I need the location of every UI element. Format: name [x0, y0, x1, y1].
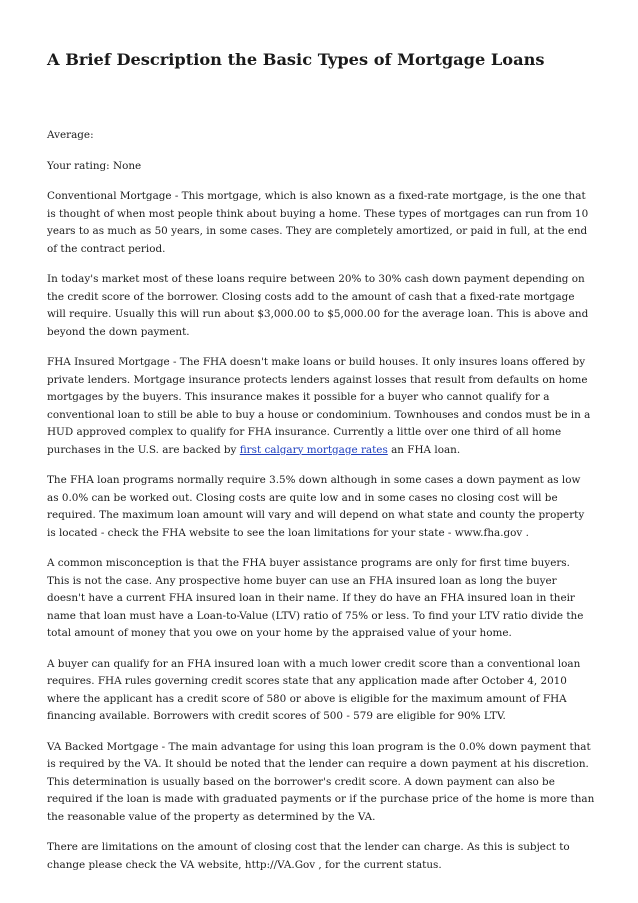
mortgage-rates-link[interactable]: first calgary mortgage rates	[239, 443, 388, 456]
user-rating-label: Your rating: None	[47, 159, 142, 172]
paragraph-va-backed-mortgage: VA Backed Mortgage - The main advantage for using this loan program is the 0.0% down payment that is required by the VA. It should be noted that the lender can require a down payment at his discretion. This determination is usually based on the borrower's credit score. A down payment can also be required if the loan is made with graduated payments or if the purchase price of the home is more than the reasonable value of the property as determined by the VA.	[47, 740, 595, 823]
fha-text-after-link: an FHA loan.	[387, 443, 461, 456]
average-rating-label: Average:	[47, 129, 94, 141]
article-body	[47, 127, 595, 887]
fha-text-before-link: FHA Insured Mortgage - The FHA doesn't make loans or build houses. It only insures loans offered by private lenders. Mortgage insurance protects lenders against losses that result from defaults on home mortgages by the buyers. This insurance makes it possible for a buyer who cannot qualify for a conventional loan to still be able to buy a house or condominium. Townhouses and condos must be in a HUD approved complex to qualify for FHA insurance. Currently a little over one third of all home purchases in the U.S. are backed by	[47, 356, 591, 456]
paragraph-conventional-mortgage: Conventional Mortgage - This mortgage, which is also known as a fixed-rate mortgage, is the one that is thought of when most people think about buying a home. These types of mortgages can run from 10 years to as much as 50 years, in some cases. They are completely amortized, or paid in full, at the end of the contract period.	[47, 190, 589, 255]
page-title: A Brief Description the Basic Types of Mortgage Loans	[47, 50, 545, 69]
paragraph-va-closing-cost: There are limitations on the amount of closing cost that the lender can charge. As this is subject to change please check the VA website, http://VA.Gov , for the current status.	[47, 841, 570, 871]
paragraph-fha-insured-mortgage	[47, 354, 595, 459]
paragraph-down-payment: In today's market most of these loans require between 20% to 30% cash down payment depending on the credit score of the borrower. Closing costs add to the amount of cash that a fixed-rate mortgage will require. Usually this will run about $3,000.00 to $5,000.00 for the average loan. This is above and beyond the down payment.	[47, 273, 589, 338]
paragraph-fha-loan-programs: The FHA loan programs normally require 3.5% down although in some cases a down payment as low as 0.0% can be worked out. Closing costs are quite low and in some cases no closing cost will be required. The maximum loan amount will vary and will depend on what state and county the property is located - check the FHA website to see the loan limitations for your state - www.fha.gov .	[47, 474, 585, 539]
paragraph-fha-credit-score: A buyer can qualify for an FHA insured loan with a much lower credit score than a conventional loan requires. FHA rules governing credit scores state that any application made after October 4, 2010 where the applicant has a credit score of 580 or above is eligible for the maximum amount of FHA financing available. Borrowers with credit scores of 500 - 579 are eligible for 90% LTV.	[47, 657, 581, 722]
paragraph-fha-misconception: A common misconception is that the FHA buyer assistance programs are only for first time buyers. This is not the case. Any prospective home buyer can use an FHA insured loan as long the buyer doesn't have a current FHA insured loan in their name. If they do have an FHA insured loan in their name that loan must have a Loan-to-Value (LTV) ratio of 75% or less. To find your LTV ratio divide the total amount of money that you owe on your home by the appraised value of your home.	[47, 557, 584, 639]
